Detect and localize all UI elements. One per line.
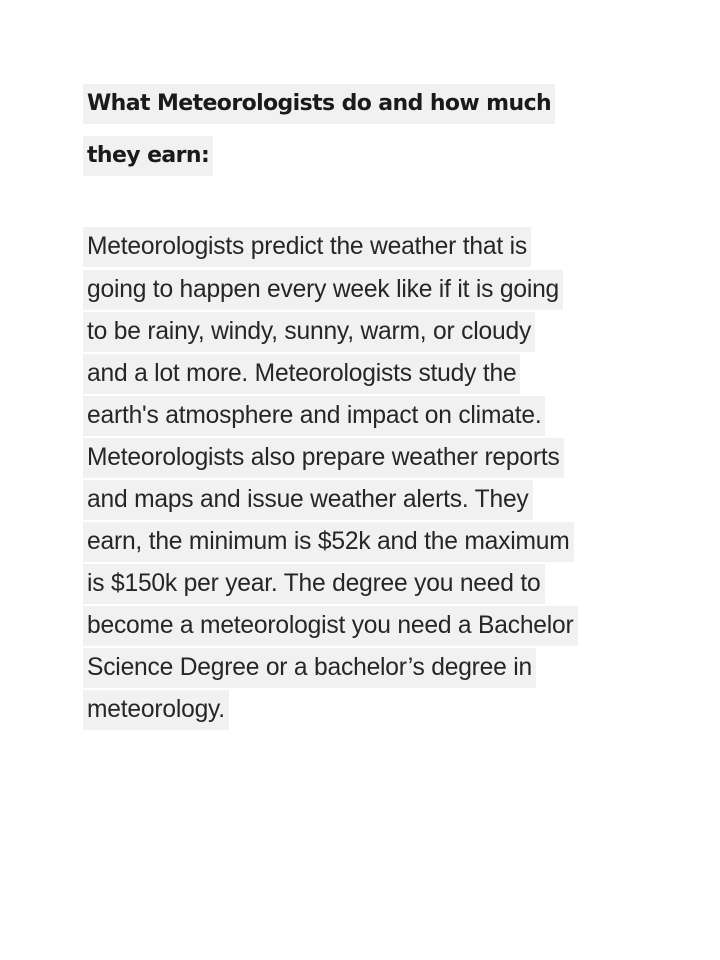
paragraph-line: Meteorologists also prepare weather reports — [83, 438, 564, 478]
paragraph-line: meteorology. — [83, 690, 229, 730]
heading-line: What Meteorologists do and how much — [83, 84, 555, 124]
paragraph-line: Meteorologists predict the weather that is — [83, 227, 531, 267]
paragraph-line: earn, the minimum is $52k and the maximum — [83, 522, 574, 562]
paragraph-line: earth's atmosphere and impact on climate. — [83, 396, 545, 436]
paragraph-line: become a meteorologist you need a Bachelor — [83, 606, 578, 646]
paragraph-line: is $150k per year. The degree you need to — [83, 564, 545, 604]
paragraph-line: and maps and issue weather alerts. They — [83, 480, 533, 520]
paragraph-line: Science Degree or a bachelor’s degree in — [83, 648, 536, 688]
paragraph-line: and a lot more. Meteorologists study the — [83, 354, 520, 394]
paragraph-line: to be rainy, windy, sunny, warm, or cloudy — [83, 312, 535, 352]
paragraph-line: going to happen every week like if it is going — [83, 270, 563, 310]
heading-line: they earn: — [83, 136, 213, 176]
